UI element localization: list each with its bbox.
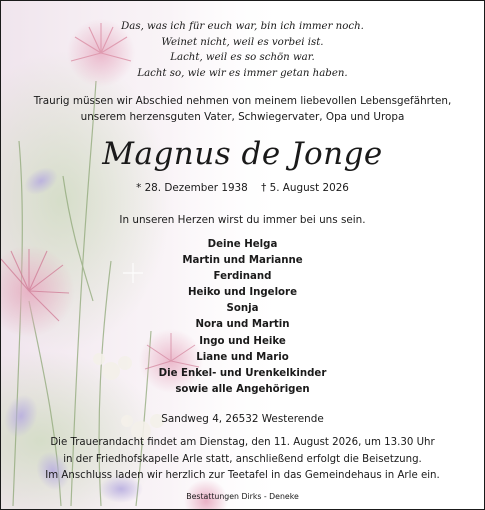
notice-content — [1, 1, 484, 509]
mourner-entry: Nora und Martin — [195, 319, 290, 331]
funeral-home: Bestattungen Dirks - Deneke — [186, 492, 299, 501]
death-date: † 5. August 2026 — [261, 182, 349, 194]
life-dates — [1, 181, 484, 196]
intro-line: unserem herzensguten Vater, Schwiegervater, Opa und Uropa — [80, 111, 405, 123]
mourner-entry: Liane und Mario — [196, 351, 289, 363]
mourner-entry: Heiko und Ingelore — [188, 287, 297, 299]
verse-line: Lacht, weil es so schön war. — [170, 52, 315, 64]
mourner-entry: sowie alle Angehörigen — [175, 383, 310, 395]
verse-line: Das, was ich für euch war, bin ich immer noch. — [121, 21, 364, 32]
verse-line: Weinet nicht, weil es vorbei ist. — [161, 36, 324, 48]
mourner-entry: Sonja — [226, 303, 259, 315]
verse-line: Lacht so, wie wir es immer getan haben. — [137, 67, 348, 79]
deceased-name: Magnus de Jonge — [102, 136, 383, 172]
farewell-intro — [1, 93, 484, 125]
mourner-entry: Die Enkel- und Urenkelkinder — [158, 367, 327, 379]
mourner-entry: Ingo und Heike — [199, 335, 286, 347]
service-line: in der Friedhofskapelle Arle statt, anschließend erfolgt die Beisetzung. — [63, 453, 422, 465]
intro-line: Traurig müssen wir Abschied nehmen von meinem liebevollen Lebensgefährten, — [33, 95, 452, 107]
service-line: Im Anschluss laden wir herzlich zur Teetafel in das Gemeindehaus in Arle ein. — [45, 470, 440, 482]
service-details — [1, 435, 484, 485]
birth-date: * 28. Dezember 1938 — [136, 182, 248, 194]
remembrance-line: In unseren Herzen wirst du immer bei uns sein. — [119, 214, 366, 226]
mourners-list — [1, 237, 484, 398]
mourner-entry: Ferdinand — [213, 271, 272, 283]
mourner-entry: Martin und Marianne — [182, 255, 303, 267]
mourner-entry: Deine Helga — [207, 239, 278, 250]
service-line: Die Trauerandacht findet am Dienstag, den 11. August 2026, um 13.30 Uhr — [50, 437, 435, 448]
memorial-verse — [1, 19, 484, 81]
family-address: Sandweg 4, 26532 Westerende — [161, 413, 324, 425]
